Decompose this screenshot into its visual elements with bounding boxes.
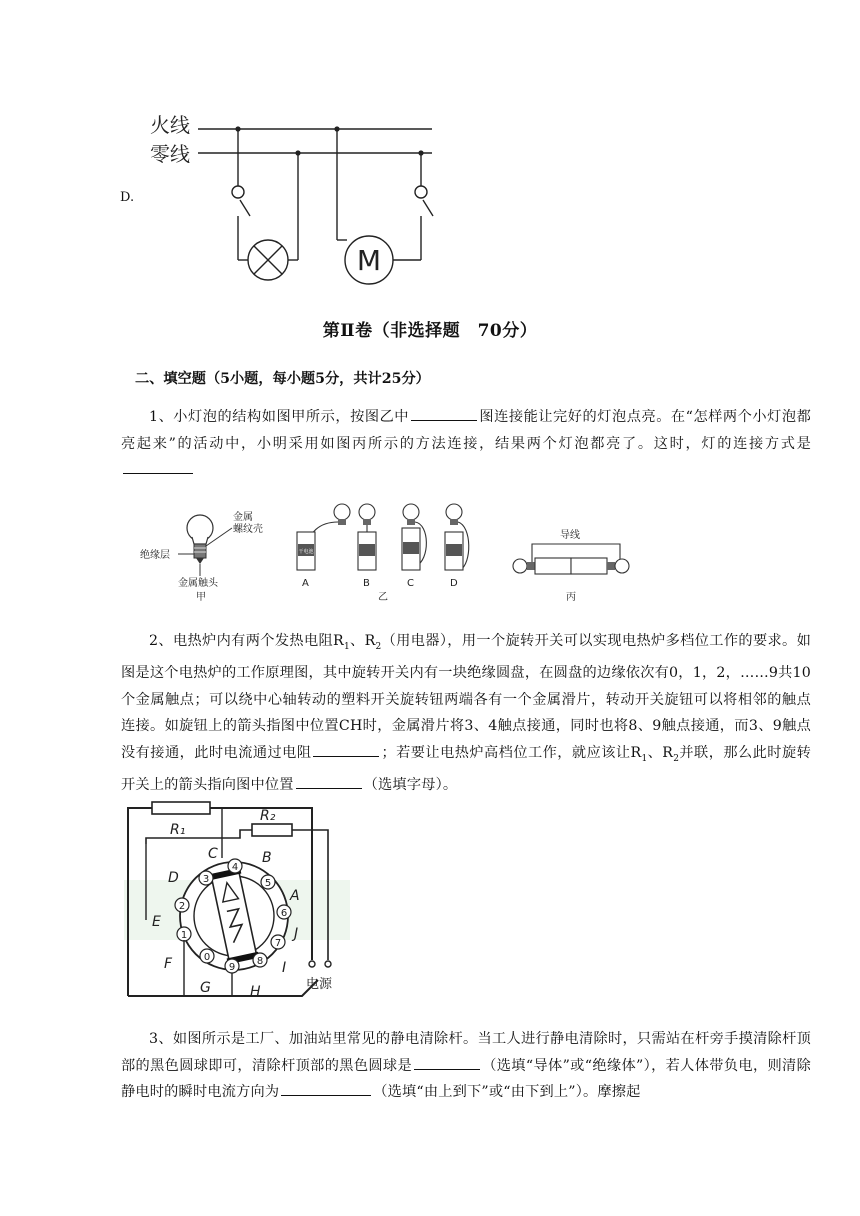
svg-text:4: 4 bbox=[231, 862, 239, 873]
svg-text:3: 3 bbox=[202, 874, 210, 885]
q2-text-1: 2、电热炉内有两个发热电阻R bbox=[149, 633, 344, 649]
position-a: A bbox=[290, 888, 300, 904]
svg-text:6: 6 bbox=[280, 908, 288, 919]
q3-blank-2 bbox=[281, 1081, 371, 1096]
svg-text:7: 7 bbox=[274, 938, 282, 949]
yi-label-d: D bbox=[450, 578, 458, 589]
switch-contact bbox=[232, 186, 244, 198]
jia-shell-label-2: 螺纹壳 bbox=[233, 524, 263, 535]
switch-contact bbox=[415, 186, 427, 198]
yi-caption: 乙 bbox=[378, 592, 388, 603]
switch-lever bbox=[423, 200, 433, 216]
contact-0 bbox=[200, 949, 214, 963]
position-i: I bbox=[282, 960, 287, 976]
position-h: H bbox=[250, 984, 261, 1000]
yi-label-c: C bbox=[407, 578, 414, 589]
contact-9 bbox=[225, 959, 239, 973]
q2-sub-4: 2 bbox=[673, 753, 680, 764]
jia-insulation-label: 绝缘层 bbox=[140, 550, 170, 561]
svg-text:5: 5 bbox=[264, 878, 272, 889]
q2-text-6: 并联，那么此时旋转开关上的箭头指向图中位置 bbox=[121, 744, 811, 794]
svg-text:0: 0 bbox=[203, 952, 211, 963]
r2-label: R₂ bbox=[260, 808, 276, 824]
q2-text-5: 、R bbox=[647, 744, 674, 761]
position-e: E bbox=[152, 914, 161, 930]
q2-sub-2: 2 bbox=[375, 641, 382, 652]
q1-text-2: 图连接能让完好的灯泡点亮。在“怎样两个小灯泡都亮起来”的活动中，小明采用如图丙所示的方法连接，结果两个灯泡都亮了。这时，灯的连接方式是 bbox=[121, 409, 811, 452]
contact-1 bbox=[177, 927, 191, 941]
yi-label-b: B bbox=[363, 578, 370, 589]
contact-5 bbox=[261, 875, 275, 889]
figure-yi bbox=[297, 504, 469, 603]
neutral-wire-label: 零线 bbox=[150, 142, 190, 166]
question-2 bbox=[121, 628, 811, 799]
contact-3 bbox=[199, 871, 213, 885]
position-g: G bbox=[200, 980, 211, 996]
q2-sub-1: 1 bbox=[343, 641, 350, 652]
live-wire-label: 火线 bbox=[150, 113, 190, 137]
svg-text:1: 1 bbox=[180, 930, 188, 941]
yi-label-a: A bbox=[302, 578, 309, 589]
contact-4 bbox=[228, 859, 242, 873]
q3-text-1: 3、如图所示是工厂、加油站里常见的静电清除杆。当工人进行静电清除时，只需站在杆旁手摸清除杆顶部的黑色圆球即可，清除杆顶部的黑色圆球是 bbox=[121, 1031, 811, 1074]
q3-text-2: （选填“导体”或“绝缘体”），若人体带负电，则清除静电时的瞬时电流方向为 bbox=[121, 1057, 811, 1100]
q2-text-4: ；若要让电热炉高档位工作，就应该让R bbox=[381, 744, 642, 761]
switch-lever bbox=[240, 200, 250, 216]
q2-text-2: 、R bbox=[349, 633, 376, 649]
q2-blank-2 bbox=[296, 774, 362, 789]
q3-blank-1 bbox=[414, 1055, 480, 1070]
position-d: D bbox=[168, 870, 179, 886]
q2-figure bbox=[122, 800, 354, 1002]
bing-caption: 丙 bbox=[566, 592, 576, 603]
q1-blank-1 bbox=[411, 406, 477, 421]
resistor-r1 bbox=[152, 802, 210, 814]
bing-wire-label: 导线 bbox=[560, 530, 580, 541]
q2-sub-3: 1 bbox=[641, 753, 648, 764]
figure-bing bbox=[513, 528, 629, 603]
power-terminal bbox=[309, 961, 315, 967]
r1-label: R₁ bbox=[170, 822, 186, 838]
q1-figure bbox=[120, 500, 650, 608]
power-terminal bbox=[325, 961, 331, 967]
option-d-circuit-diagram bbox=[140, 108, 450, 290]
contact-2 bbox=[175, 898, 189, 912]
q1-text-1: 1、小灯泡的结构如图甲所示，按图乙中 bbox=[149, 409, 410, 425]
q2-text-3: （用电器），用一个旋转开关可以实现电热炉多档位工作的要求。如图是这个电热炉的工作原理图，其中旋转开关内有一块绝缘圆盘，在圆盘的边缘依次有0，1，2，……9共10个金属触点；可以绕中心轴转动的塑料开关旋转钮两端各有一个金属滑片，转动开关旋钮可以将相邻的触点连接。如旋钮上的箭头指图中位置CH时，金属滑片将3、4触点接通，同时也将8、9触点接通，而3、9触点没有接通，此时电流通过电阻 bbox=[121, 633, 811, 761]
option-d-label: D. bbox=[120, 190, 135, 205]
jia-shell-label-1: 金属 bbox=[233, 512, 253, 523]
q1-blank-2 bbox=[123, 459, 193, 474]
contact-8 bbox=[253, 953, 267, 967]
motor-label: M bbox=[356, 244, 382, 277]
position-j: J bbox=[294, 926, 299, 942]
figure-jia bbox=[140, 510, 263, 603]
question-1 bbox=[121, 404, 811, 484]
resistor-r2 bbox=[252, 824, 292, 836]
q3-text-3: （选填“由上到下”或“由下到上”）。摩擦起 bbox=[373, 1084, 641, 1100]
section-heading: 二、填空题（5小题，每小题5分，共计25分） bbox=[135, 371, 430, 387]
contact-6 bbox=[277, 905, 291, 919]
question-3 bbox=[121, 1026, 811, 1106]
battery-label: 干电池 bbox=[298, 549, 314, 555]
svg-text:2: 2 bbox=[178, 901, 186, 912]
power-source-label: 电源 bbox=[306, 977, 333, 992]
svg-text:9: 9 bbox=[228, 962, 236, 973]
section-title: 第Ⅱ卷（非选择题 70分） bbox=[322, 321, 538, 341]
position-b: B bbox=[262, 850, 272, 866]
jia-caption: 甲 bbox=[196, 592, 206, 603]
position-f: F bbox=[164, 956, 173, 972]
q2-text-7: （选填字母）。 bbox=[363, 777, 458, 794]
position-c: C bbox=[208, 846, 218, 862]
svg-text:8: 8 bbox=[256, 956, 264, 967]
jia-contact-label: 金属触头 bbox=[178, 578, 218, 589]
contact-7 bbox=[271, 935, 285, 949]
q2-blank-1 bbox=[313, 742, 379, 757]
